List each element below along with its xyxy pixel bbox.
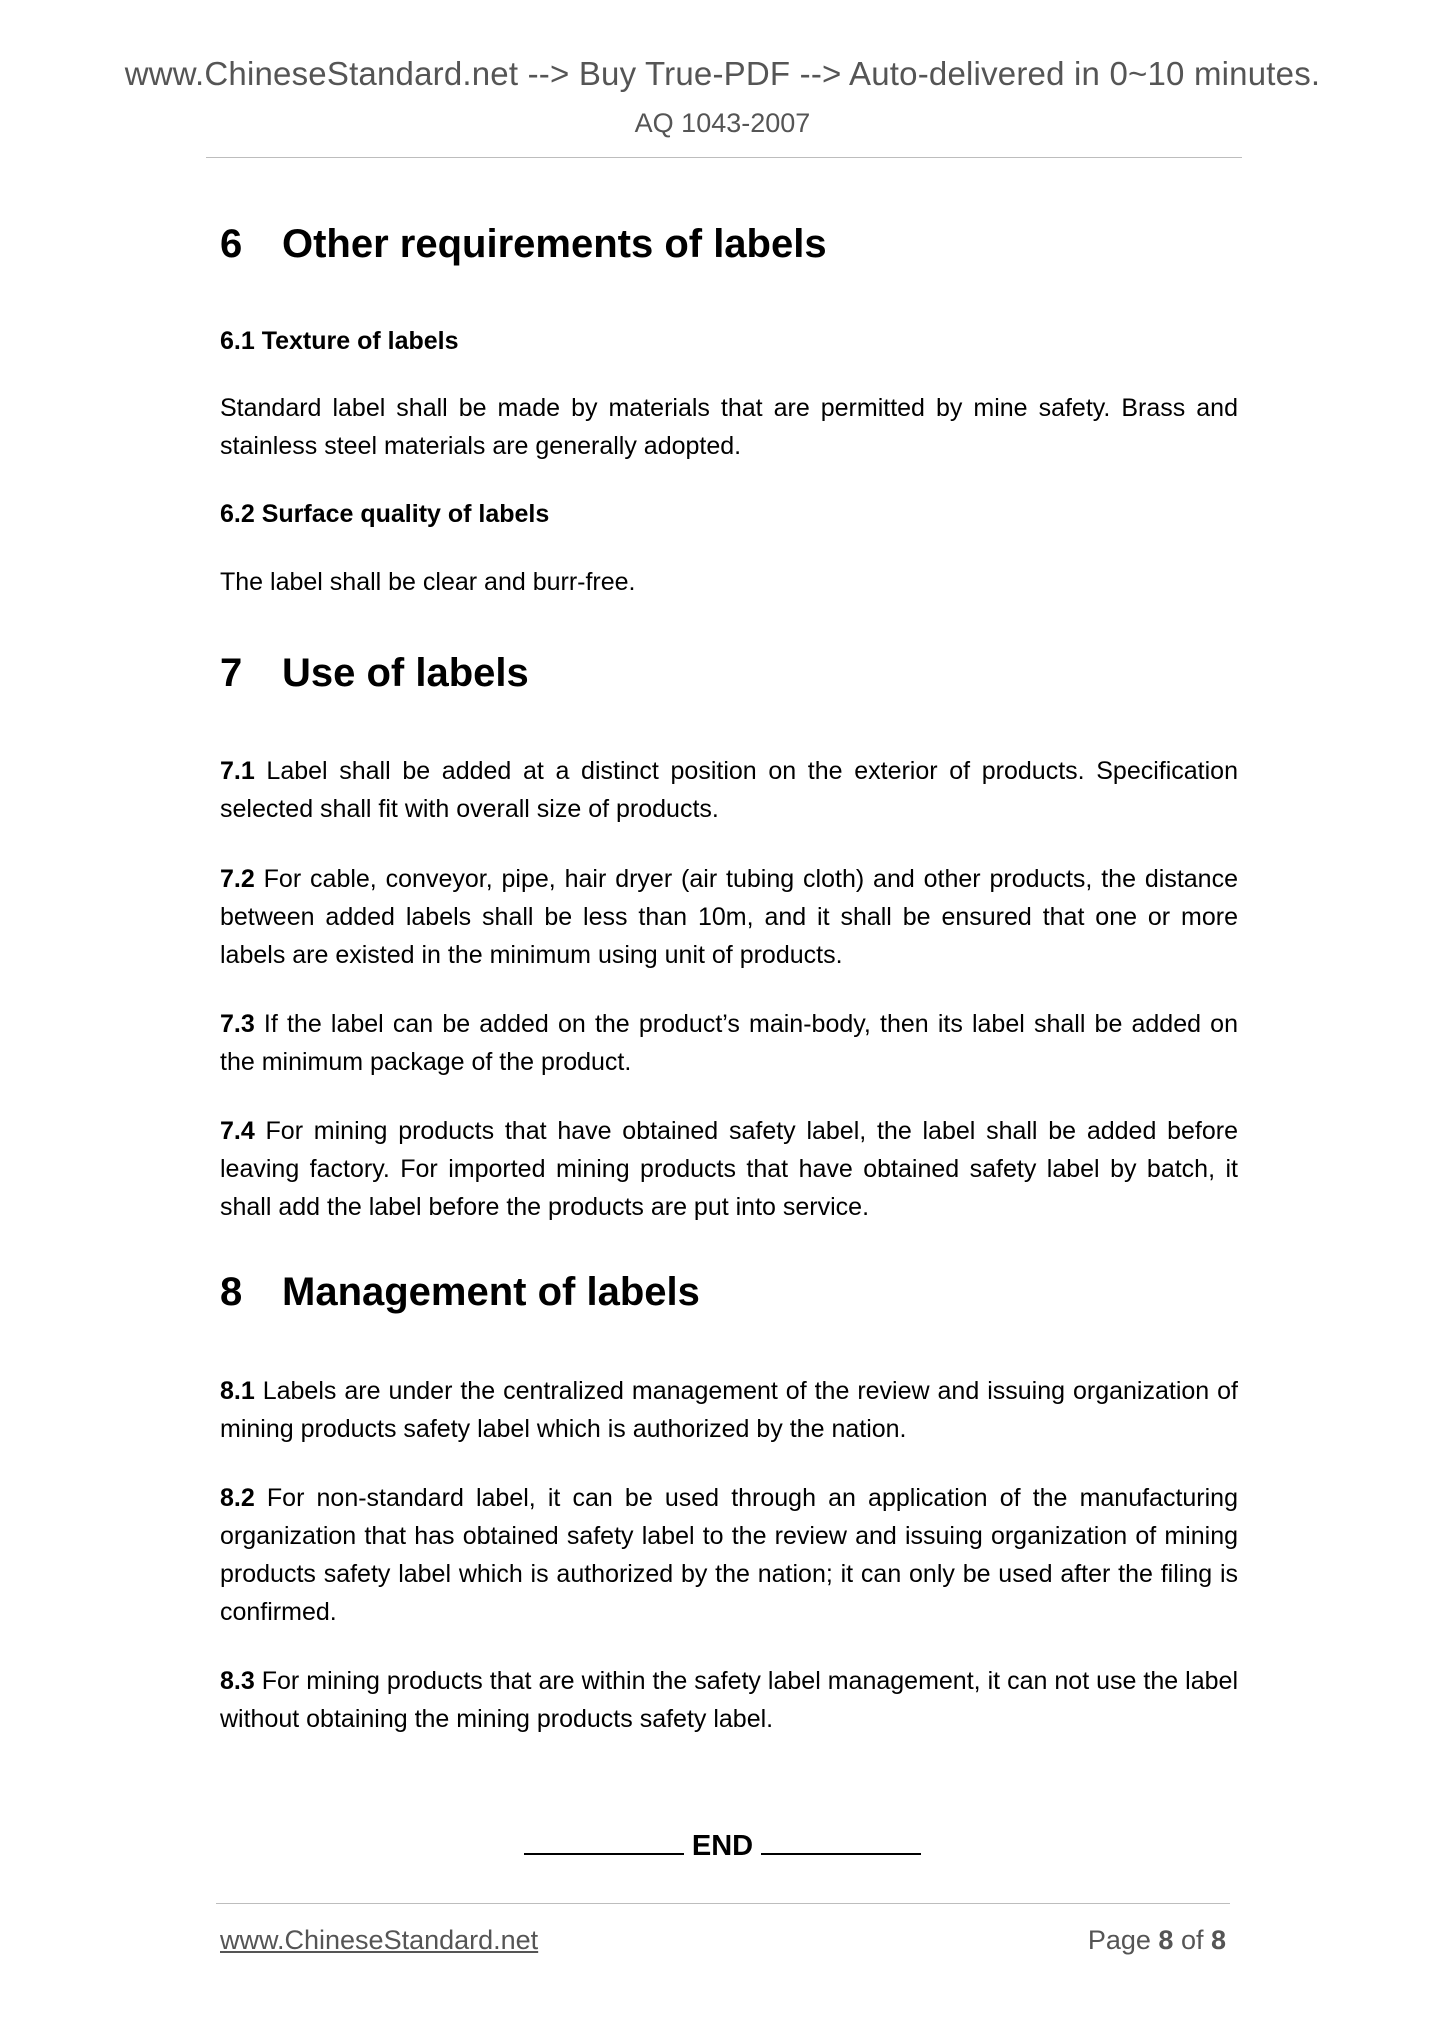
clause-7-3-text: If the label can be added on the product’s main-body, then its label shall be added on the minimum package of the product. — [220, 1010, 1238, 1076]
section-7-title: Use of labels — [282, 651, 529, 695]
clause-7-2-number: 7.2 — [220, 865, 255, 893]
clause-7-1-text: Label shall be added at a distinct position on the exterior of products. Specification selected shall fit with overall size of products. — [220, 757, 1238, 823]
page-word: Page — [1087, 1925, 1159, 1955]
section-6-title: Other requirements of labels — [282, 222, 827, 266]
page-total: 8 — [1210, 1925, 1226, 1955]
subsection-6-1-text: Standard label shall be made by materials that are permitted by mine safety. Brass and stainless steel materials are generally adopted. — [220, 394, 1238, 460]
footer-website-link[interactable]: www.ChineseStandard.net — [220, 1925, 539, 1955]
clause-8-3-text: For mining products that are within the safety label management, it can not use the label without obtaining the mining products safety label. — [220, 1667, 1238, 1733]
end-left-rule — [524, 1827, 684, 1855]
section-6-heading — [220, 222, 827, 267]
page-of: of — [1173, 1925, 1211, 1955]
header-site-line: www.ChineseStandard.net --> Buy True-PDF --> Auto-delivered in 0~10 minutes. — [124, 55, 1321, 92]
end-label: END — [691, 1830, 754, 1862]
footer-page-number — [1088, 1925, 1226, 1956]
clause-7-3 — [220, 1005, 1238, 1081]
header-standard-code: AQ 1043-2007 — [634, 108, 811, 138]
clause-7-4-text: For mining products that have obtained safety label, the label shall be added before leaving factory. For imported mining products that have obtained safety label by batch, it shall add the label before the products are put into service. — [220, 1117, 1238, 1221]
subsection-6-1-heading: 6.1 Texture of labels — [220, 327, 459, 355]
header-divider — [206, 157, 1242, 158]
clause-8-2-number: 8.2 — [220, 1484, 255, 1512]
clause-7-2 — [220, 860, 1238, 974]
page-current: 8 — [1158, 1925, 1174, 1955]
section-6-number: 6 — [220, 222, 243, 266]
subsection-6-2-text: The label shall be clear and burr-free. — [220, 568, 636, 596]
section-8-number: 8 — [220, 1270, 243, 1314]
clause-7-4-number: 7.4 — [220, 1117, 255, 1145]
section-7-heading — [220, 651, 529, 696]
subsection-6-2-heading: 6.2 Surface quality of labels — [220, 500, 550, 528]
end-right-rule — [761, 1827, 921, 1855]
clause-7-2-text: For cable, conveyor, pipe, hair dryer (air tubing cloth) and other products, the distance between added labels shall be less than 10m, and it shall be ensured that one or more labels are existed in the minimum using unit of products. — [220, 865, 1238, 969]
footer-divider — [216, 1903, 1230, 1904]
end-marker — [0, 1827, 1445, 1863]
clause-8-1-number: 8.1 — [220, 1377, 255, 1405]
clause-8-3 — [220, 1662, 1238, 1738]
clause-7-1-number: 7.1 — [220, 757, 255, 785]
clause-8-1-text: Labels are under the centralized management of the review and issuing organization of mining products safety label which is authorized by the nation. — [220, 1377, 1238, 1443]
clause-8-2 — [220, 1479, 1238, 1631]
clause-8-1 — [220, 1372, 1238, 1448]
clause-8-2-text: For non-standard label, it can be used through an application of the manufacturing organization that has obtained safety label to the review and issuing organization of mining products safety label which is authorized by the nation; it can only be used after the filing is confirmed. — [220, 1484, 1238, 1626]
clause-7-1 — [220, 752, 1238, 828]
clause-7-4 — [220, 1112, 1238, 1226]
clause-7-3-number: 7.3 — [220, 1010, 255, 1038]
section-8-heading — [220, 1270, 700, 1315]
section-8-title: Management of labels — [282, 1270, 700, 1314]
section-7-number: 7 — [220, 651, 243, 695]
clause-8-3-number: 8.3 — [220, 1667, 255, 1695]
